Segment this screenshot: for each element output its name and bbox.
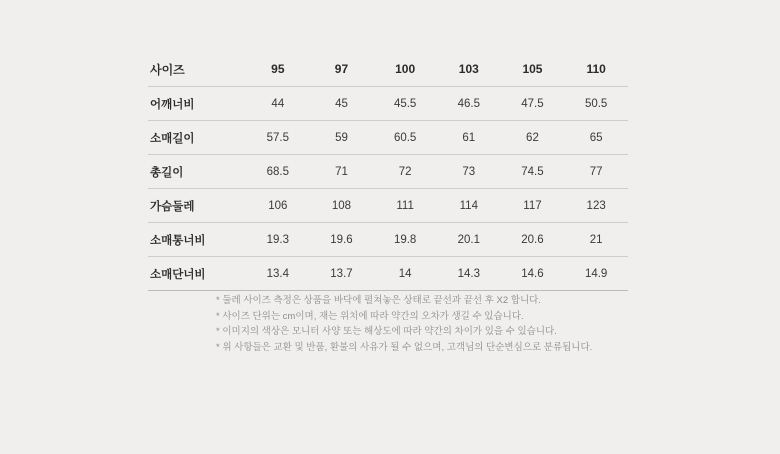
column-header-103: 103 [437, 52, 501, 87]
table-row [148, 121, 628, 155]
cell-cuff-width-100: 14 [373, 257, 437, 291]
cell-chest-110: 123 [564, 189, 628, 223]
note-exchange-policy: * 위 사항들은 교환 및 반품, 환불의 사유가 될 수 없으며, 고객님의 단순변심으로 분류됩니다. [216, 341, 593, 353]
cell-total-length-97: 71 [310, 155, 374, 189]
column-header-110: 110 [564, 52, 628, 87]
size-table-header [148, 52, 628, 87]
table-row [148, 155, 628, 189]
size-table-body [148, 87, 628, 291]
cell-total-length-103: 73 [437, 155, 501, 189]
notes-section [216, 293, 636, 355]
cell-chest-100: 111 [373, 189, 437, 223]
cell-total-length-110: 77 [564, 155, 628, 189]
cell-shoulder-100: 45.5 [373, 87, 437, 121]
table-row [148, 257, 628, 291]
row-label-cuff-width: 소매단너비 [148, 257, 246, 291]
cell-total-length-105: 74.5 [501, 155, 565, 189]
table-row [148, 223, 628, 257]
cell-cuff-width-110: 14.9 [564, 257, 628, 291]
cell-sleeve-length-97: 59 [310, 121, 374, 155]
cell-total-length-100: 72 [373, 155, 437, 189]
table-row [148, 87, 628, 121]
cell-cuff-width-105: 14.6 [501, 257, 565, 291]
cell-cuff-width-95: 13.4 [246, 257, 310, 291]
column-header-105: 105 [501, 52, 565, 87]
cell-sleeve-width-97: 19.6 [310, 223, 374, 257]
size-table [148, 52, 628, 291]
cell-shoulder-103: 46.5 [437, 87, 501, 121]
cell-sleeve-width-110: 21 [564, 223, 628, 257]
cell-sleeve-length-100: 60.5 [373, 121, 437, 155]
cell-sleeve-length-110: 65 [564, 121, 628, 155]
cell-sleeve-width-105: 20.6 [501, 223, 565, 257]
note-color-difference: * 이미지의 색상은 모니터 사양 또는 해상도에 따라 약간의 차이가 있을 수 있습니다. [216, 326, 557, 337]
cell-cuff-width-97: 13.7 [310, 257, 374, 291]
row-label-total-length: 총길이 [148, 155, 246, 189]
size-table-container [148, 52, 628, 291]
column-header-size: 사이즈 [148, 52, 246, 87]
cell-shoulder-110: 50.5 [564, 87, 628, 121]
cell-sleeve-length-95: 57.5 [246, 121, 310, 155]
row-label-sleeve-length: 소매길이 [148, 121, 246, 155]
column-header-95: 95 [246, 52, 310, 87]
cell-shoulder-95: 44 [246, 87, 310, 121]
cell-chest-95: 106 [246, 189, 310, 223]
column-header-97: 97 [310, 52, 374, 87]
row-label-chest: 가슴둘레 [148, 189, 246, 223]
cell-chest-97: 108 [310, 189, 374, 223]
cell-chest-103: 114 [437, 189, 501, 223]
cell-sleeve-width-103: 20.1 [437, 223, 501, 257]
row-label-sleeve-width: 소매통너비 [148, 223, 246, 257]
cell-sleeve-width-100: 19.8 [373, 223, 437, 257]
cell-sleeve-length-103: 61 [437, 121, 501, 155]
cell-shoulder-97: 45 [310, 87, 374, 121]
note-unit-tolerance: * 사이즈 단위는 cm이며, 재는 위치에 따라 약간의 오차가 생길 수 있습니다. [216, 310, 524, 322]
cell-sleeve-length-105: 62 [501, 121, 565, 155]
table-row [148, 189, 628, 223]
cell-shoulder-105: 47.5 [501, 87, 565, 121]
cell-total-length-95: 68.5 [246, 155, 310, 189]
cell-sleeve-width-95: 19.3 [246, 223, 310, 257]
cell-cuff-width-103: 14.3 [437, 257, 501, 291]
table-header-row [148, 52, 628, 87]
cell-chest-105: 117 [501, 189, 565, 223]
column-header-100: 100 [373, 52, 437, 87]
note-measurement-method: * 둘레 사이즈 측정은 상품을 바닥에 펼쳐놓은 상태로 끝선과 끝선 후 X2 합니다. [216, 295, 541, 306]
row-label-shoulder-width: 어깨너비 [148, 87, 246, 121]
